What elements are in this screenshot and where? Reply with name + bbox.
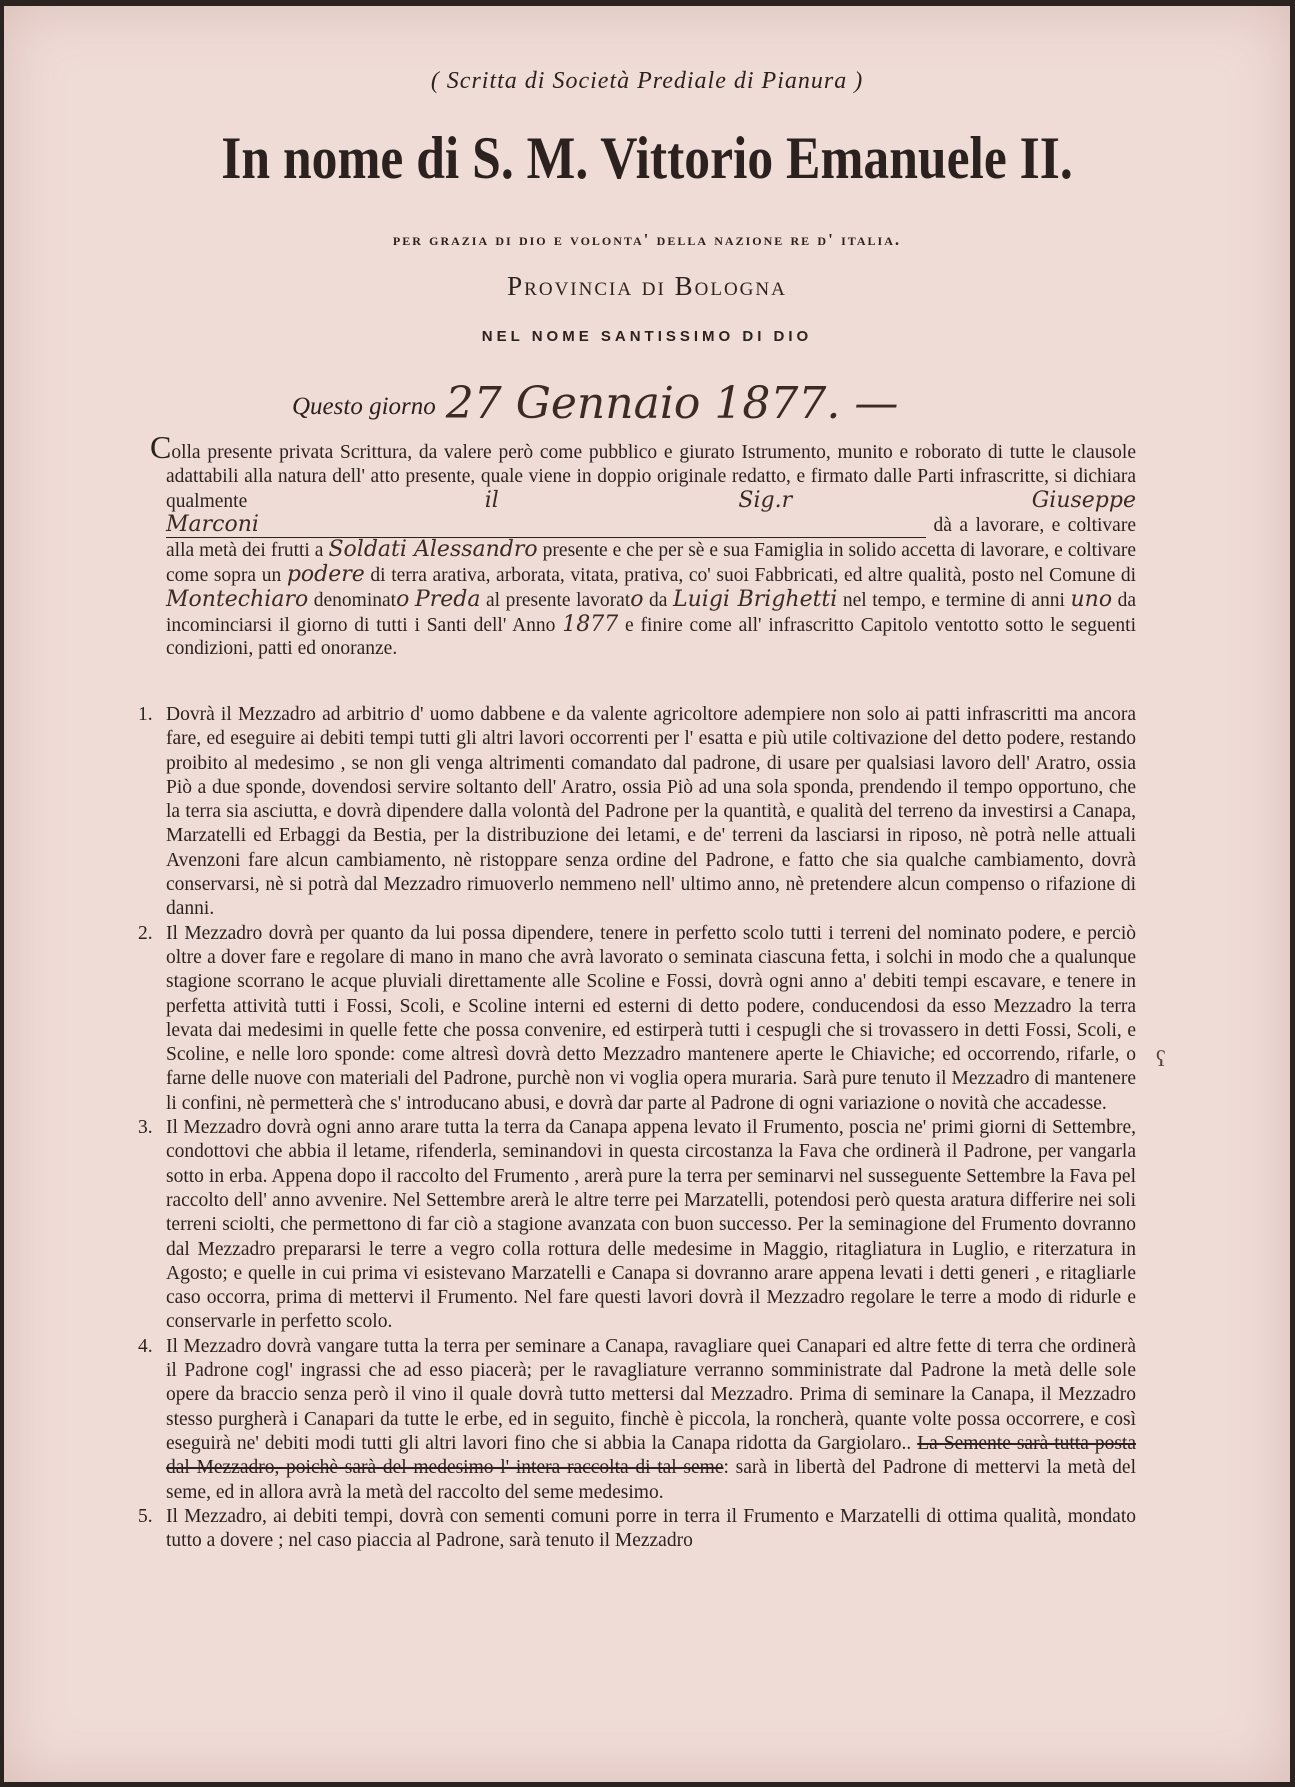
document-subtitle: ( Scritta di Società Prediale di Pianura ) [430, 68, 864, 94]
intro-text-9: da incominciarsi il giorno di tutti i Santi dell' Anno [166, 589, 1137, 636]
clause-text: Il Mezzadro, ai debiti tempi, dovrà con sementi comuni porre in terra il Frumento e Marzatelli di ottima qualità, mondato tutto a dovere ; nel caso piaccia al Padrone, sarà tenuto il Mezzadro [166, 1505, 1136, 1552]
handwritten-suffix: o [396, 586, 410, 612]
intro-text-10: e finire come all' infrascritto Capitolo ventotto sotto le seguenti condizioni, patti ed onoranze. [166, 614, 1137, 660]
clause-number: 5. [138, 1505, 153, 1527]
intro-text-8: nel tempo, e termine di anni [842, 589, 1065, 611]
intro-text-3: presente e che per sè e sua Famiglia in solido accetta di lavorare, e coltivare come sopra un [166, 540, 1137, 586]
handwritten-date: 27 Gennaio 1877. — [445, 378, 899, 429]
date-label: Questo giorno [292, 393, 436, 420]
clause-text: Il Mezzadro dovrà per quanto da lui possa dipendere, tenere in perfetto scolo tutti i terreni del nominato podere, e perciò oltre a dover fare e regolare di mano in mano che avrà lavorato o seminata ciascuna fetta, i solchi in modo che a qualunque stagione scorrano le acque pluviali direttamente alle Scoline e Fossi, dovrà ogni anno a' debiti tempi escavare, e tenere in perfetta attività tutti i Fossi, Scoli, e Scoline interni ed esterni di detto podere, conducendosi da esso Mezzadro la terra levata dai medesimi in quelle fette che possa convenire, ed estirperà tutti i cespugli che si trovassero in detti Fossi, Scoli, e Scoline, e nelle loro sponde: come altresì dovrà detto Mezzadro mantenere aperte le Chiaviche; ed occorrendo, rifarle, o farne delle nuove con materiali del Padrone, purchè non vi voglia opera muraria. Sarà pure tenuto il Mezzadro di mantenere li confini, nè permetterà che s' introducano abusi, e dovrà dar parte al Padrone di ogni variazione o novità che accadesse. [166, 922, 1136, 1114]
intro-paragraph [150, 429, 1137, 661]
clause-number: 4. [138, 1335, 153, 1357]
clause-1 [138, 703, 1136, 922]
grace-line: per grazia di dio e volonta' della nazione re d' italia. [392, 230, 902, 249]
clause-text: Dovrà il Mezzadro ad arbitrio d' uomo dabbene e da valente agricoltore adempiere non solo ai patti infrascritti ma ancora fare, ed eseguire ai debiti tempi tutti gli altri lavori occorrenti per l' esatta e più utile coltivazione del detto podere, restando proibito al medesimo , se non gli venga altrimenti comandato dal padrone, di usare per qualsiasi lavoro dell' Aratro, ossia Piò a due sponde, dovendosi servire soltanto dell' Aratro, ossia Piò ad una sola sponda, prendendo il tempo opportuno, che la terra sia asciutta, e dovrà dipendere dalla volontà del Padrone per la quantità, e qualità del terreno da investirsi a Canapa, Marzatelli ed Erbaggi da Bestia, per la distribuzione dei letami, e de' terreni da lasciarsi in riposo, nè potrà nelle attuali Avenzoni fare alcun cambiamento, nè ristoppare senza ordine del Padrone, e fatto che sia qualche cambiamento, dovrà conservarsi, nè si potrà dal Mezzadro rimuoverlo nemmeno nell' ultimo anno, nè pretendere alcun compenso o rifazione di danni. [166, 704, 1136, 920]
clause-number: 1. [138, 704, 153, 725]
handwritten-comune: Montechiaro [166, 586, 309, 612]
struck-text: La Semente sarà tutta posta dal Mezzadro, poichè sarà del medesimo l' intera raccolta di tal seme [166, 1432, 1136, 1479]
document-title: In nome di S. M. Vittorio Emanuele II. [221, 125, 1073, 191]
document-page [4, 6, 1290, 1782]
clause-text-continued: : sarà in libertà del Padrone di mettervi la metà del seme, ed in allora avrà la metà del raccolto del seme medesimo. [166, 1457, 1136, 1503]
clause-text: Il Mezzadro dovrà vangare tutta la terra per seminare a Canapa, ravagliare quei Canapari ed altre fette di terra che ordinerà il Padrone cogl' ingrassi che ad esso piacerà; per le ravagliature verranno somministrate dal Padrone la metà delle sole opere da braccio senza però il vino il quale dovrà tutto mettersi dal Mezzadro. Prima di seminare la Canapa, il Mezzadro stesso purgherà i Canapari da tutte le erbe, ed in seguito, finchè è piccola, la roncherà, quante volte possa occorrere, e così eseguirà ne' debiti modi tutti gli altri lavori fino che si abbia la Canapa ridotta da Gargiolaro.. [166, 1335, 1136, 1454]
handwritten-suffix-2: o [630, 586, 644, 612]
handwritten-farmer: Soldati Alessandro [328, 537, 538, 563]
clause-number: 3. [138, 1117, 153, 1139]
handwritten-year: 1877 [562, 611, 619, 637]
clauses-list [138, 703, 1136, 1553]
intro-text-4: di terra arativa, arborata, vitata, prativa, co' suoi Fabbricati, ed altre qualità, posto nel Comune di [370, 564, 1137, 586]
clause-2 [138, 922, 1136, 1116]
handwritten-worker: Luigi Brighetti [673, 586, 838, 612]
date-line [292, 374, 899, 429]
clause-5 [138, 1505, 1136, 1554]
margin-mark: ʕ [1156, 1046, 1166, 1071]
clause-3 [138, 1116, 1136, 1335]
intro-text-6: al presente lavorat [485, 589, 631, 611]
province-heading: Provincia di Bologna [507, 271, 787, 301]
clause-text: Il Mezzadro dovrà ogni anno arare tutta la terra da Canapa appena levato il Frumento, poscia ne' primi giorni di Settembre, condottovi che abbia il letame, rifenderla, seminandovi in questa circostanza la Fava che ordinerà il Padrone, per vangarla sotto in erba. Appena dopo il raccolto del Frumento , arerà pure la terra per seminarvi nel susseguente Settembre la Fava pel raccolto dell' anno avvenire. Nel Settembre arerà le altre terre pei Marzatelli, potendosi però questa aratura differire nei soli terreni sciolti, che permettono di far ciò a stagione avanzata con buon successo. Per la seminagione del Frumento dovranno dal Mezzadro prepararsi le terre a vegro colla rottura delle medesime in Maggio, ritagliatura in Luglio, e riterzatura in Agosto; e quelle in cui prima vi esistevano Marzatelli e Canapa si dovranno arare appena levati i detti generi , e ritagliarle caso occorra, prima di mettervi il Frumento. Nel fare questi lavori dovrà il Mezzadro regolare le terre a modo di ridurle e conservarle in perfetto scolo. [166, 1117, 1136, 1333]
clause-number: 2. [138, 922, 153, 944]
clause-4 [138, 1335, 1136, 1505]
handwritten-years: uno [1070, 586, 1113, 612]
dropcap-letter: C [150, 429, 172, 465]
handwritten-farm-name: Preda [414, 586, 481, 612]
intro-text-1: olla presente privata Scrittura, da valere però come pubblico e giurato Istrumento, munito e roborato di tutte le clausole adattabili alla natura dell' atto presente, quale viene in doppio originale redatto, e firmato dalle Parti infrascritte, si dichiara qualmente [166, 442, 1136, 512]
intro-text-5: denominat [313, 589, 397, 611]
handwritten-owner-surname: Marconi [166, 513, 926, 538]
handwritten-podere: podere [286, 561, 365, 587]
handwritten-owner: il Sig.r Giuseppe [484, 487, 1136, 513]
intro-text-7: da [649, 589, 668, 611]
holy-name-line: NEL NOME SANTISSIMO DI DIO [481, 328, 813, 345]
intro-text-2: dà a lavorare, e coltivare alla metà dei frutti a [166, 515, 1136, 562]
